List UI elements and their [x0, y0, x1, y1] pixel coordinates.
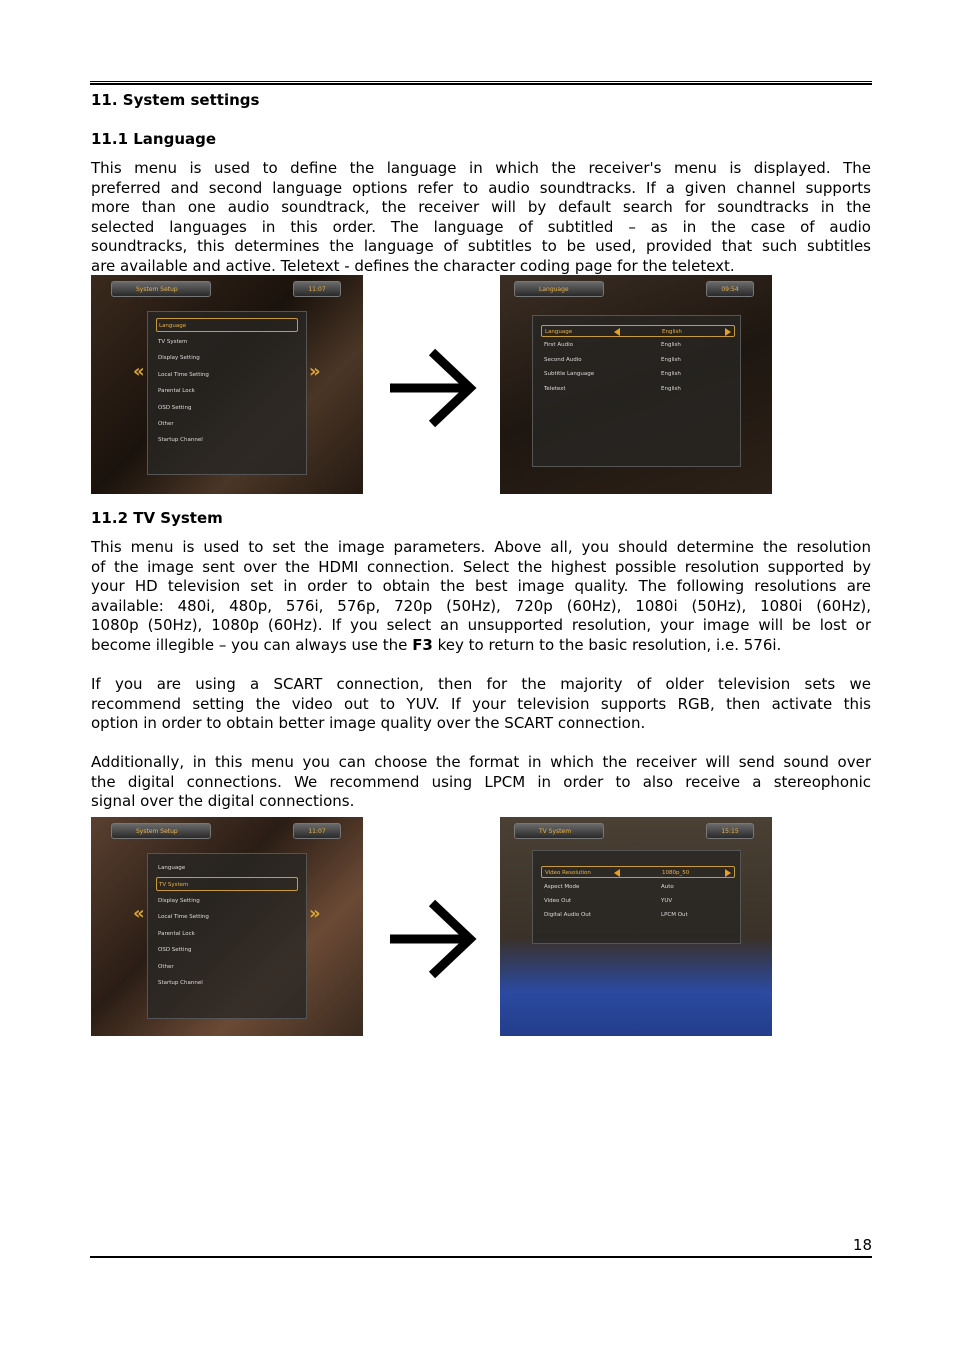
setting-value: Auto — [661, 884, 674, 890]
setting-label: Second Audio — [544, 357, 582, 363]
chevron-left-icon: « — [133, 903, 145, 924]
arrow-right-icon — [725, 869, 731, 877]
osd-clock: 11:07 — [293, 823, 341, 839]
setting-value: English — [661, 342, 681, 348]
footer-rule — [90, 1256, 872, 1258]
page-number: 18 — [852, 1236, 872, 1254]
menu-item: TV System — [156, 877, 298, 891]
setting-row — [541, 339, 735, 351]
text-line: of the image sent over the HDMI connection. Select the highest possible resolution supported by — [91, 557, 871, 576]
setting-label: Teletext — [544, 386, 566, 392]
subsection-title-tv-system: 11.2 TV System — [91, 509, 223, 527]
tv-system-paragraph-1 — [91, 538, 871, 656]
setting-value: 1080p_50 — [662, 870, 690, 876]
text-fragment: key to return to the basic resolution, i.e. 576i. — [432, 635, 782, 654]
setting-value: YUV — [661, 898, 673, 904]
arrow-right-icon — [386, 342, 478, 434]
setting-label: Language — [545, 329, 573, 335]
setting-value: English — [661, 371, 681, 377]
text-line: are available and active. Teletext - defines the character coding page for the teletext. — [91, 256, 735, 275]
setting-row — [541, 354, 735, 366]
menu-item: Other — [158, 421, 174, 427]
chevron-left-icon: « — [133, 361, 145, 382]
text-line — [91, 636, 871, 656]
menu-item: OSD Setting — [158, 947, 192, 953]
text-line: This menu is used to define the language in which the receiver's menu is displayed. The — [91, 159, 871, 177]
arrow-right-icon — [386, 893, 478, 985]
setting-row — [541, 368, 735, 380]
text-line: 1080p (50Hz), 1080p (60Hz). If you select an unsupported resolution, your image will be lost or — [91, 616, 871, 635]
screenshot-language-menu — [500, 275, 772, 494]
setting-row — [541, 866, 735, 878]
arrow-left-icon — [614, 328, 620, 336]
osd-clock: 09:54 — [706, 281, 754, 297]
menu-item: TV System — [158, 339, 188, 345]
tv-system-paragraph-3 — [91, 753, 871, 812]
setting-label: Video Out — [544, 898, 572, 904]
setting-label: Video Resolution — [545, 870, 591, 876]
menu-item: Other — [158, 964, 174, 970]
menu-panel — [147, 853, 307, 1019]
menu-panel — [147, 311, 307, 475]
text-line: preferred and second language options refer to audio soundtracks. If a given channel supports — [91, 178, 871, 197]
menu-item: Startup Channel — [158, 980, 203, 986]
arrow-left-icon — [614, 869, 620, 877]
text-line: selected languages in this order. The language of subtitled – as in the case of audio — [91, 217, 871, 236]
setting-value: English — [661, 386, 681, 392]
text-line: the digital connections. We recommend using LPCM in order to also receive a stereophonic — [91, 772, 871, 791]
menu-item: Parental Lock — [158, 388, 195, 394]
text-line: soundtracks, this determines the language of subtitles to be used, provided that such subtitles — [91, 237, 871, 256]
setting-row — [541, 909, 735, 921]
text-line: signal over the digital connections. — [91, 792, 355, 811]
menu-panel — [532, 315, 741, 467]
menu-item: Display Setting — [158, 355, 200, 361]
setting-value: LPCM Out — [661, 912, 688, 918]
osd-title: TV System — [514, 823, 604, 839]
menu-item: Language — [158, 865, 186, 871]
menu-item: Language — [156, 318, 298, 332]
chevron-right-icon: » — [309, 903, 321, 924]
osd-clock: 11:07 — [293, 281, 341, 297]
setting-label: Subtitle Language — [544, 371, 595, 377]
key-label: F3 — [412, 635, 433, 654]
text-line: If you are using a SCART connection, then for the majority of older television sets we — [91, 675, 871, 693]
text-fragment: become illegible – you can always use the — [91, 635, 413, 654]
setting-row — [541, 881, 735, 893]
osd-title: System Setup — [111, 281, 211, 297]
menu-item: OSD Setting — [158, 405, 192, 411]
text-line: recommend setting the video out to YUV. If your television supports RGB, then activate this — [91, 694, 871, 713]
setting-label: Aspect Mode — [544, 884, 580, 890]
setting-value: English — [661, 357, 681, 363]
subsection-title-language: 11.1 Language — [91, 130, 217, 148]
tv-system-paragraph-2 — [91, 675, 871, 734]
menu-item: Display Setting — [158, 898, 200, 904]
chevron-right-icon: » — [309, 361, 321, 382]
menu-item: Startup Channel — [158, 437, 203, 443]
menu-panel — [532, 850, 741, 944]
text-line: This menu is used to set the image parameters. Above all, you should determine the resolution — [91, 538, 871, 556]
text-line: your HD television set in order to obtain the best image quality. The following resolutions are — [91, 577, 871, 596]
setting-label: First Audio — [544, 342, 573, 348]
text-line: more than one audio soundtrack, the receiver will by default search for soundtracks in the — [91, 198, 871, 217]
setting-label: Digital Audio Out — [544, 912, 591, 918]
setting-row — [541, 325, 735, 337]
section-title: 11. System settings — [91, 91, 260, 109]
osd-title: Language — [514, 281, 604, 297]
text-line: option in order to obtain better image quality over the SCART connection. — [91, 714, 646, 733]
menu-item: Local Time Setting — [158, 914, 209, 920]
menu-item: Parental Lock — [158, 931, 195, 937]
screenshot-tv-system-menu — [500, 817, 772, 1036]
screenshot-system-setup-language — [91, 275, 363, 494]
osd-clock: 15:15 — [706, 823, 754, 839]
arrow-right-icon — [725, 328, 731, 336]
setting-value: English — [662, 329, 682, 335]
header-rule — [90, 81, 872, 85]
setting-row — [541, 383, 735, 395]
text-line: available: 480i, 480p, 576i, 576p, 720p (50Hz), 720p (60Hz), 1080i (50Hz), 1080i (60Hz), — [91, 596, 871, 615]
screenshot-system-setup-tv — [91, 817, 363, 1036]
text-line: Additionally, in this menu you can choose the format in which the receiver will send sound over — [91, 753, 871, 771]
language-paragraph — [91, 159, 871, 277]
setting-row — [541, 895, 735, 907]
menu-item: Local Time Setting — [158, 372, 209, 378]
osd-title: System Setup — [111, 823, 211, 839]
